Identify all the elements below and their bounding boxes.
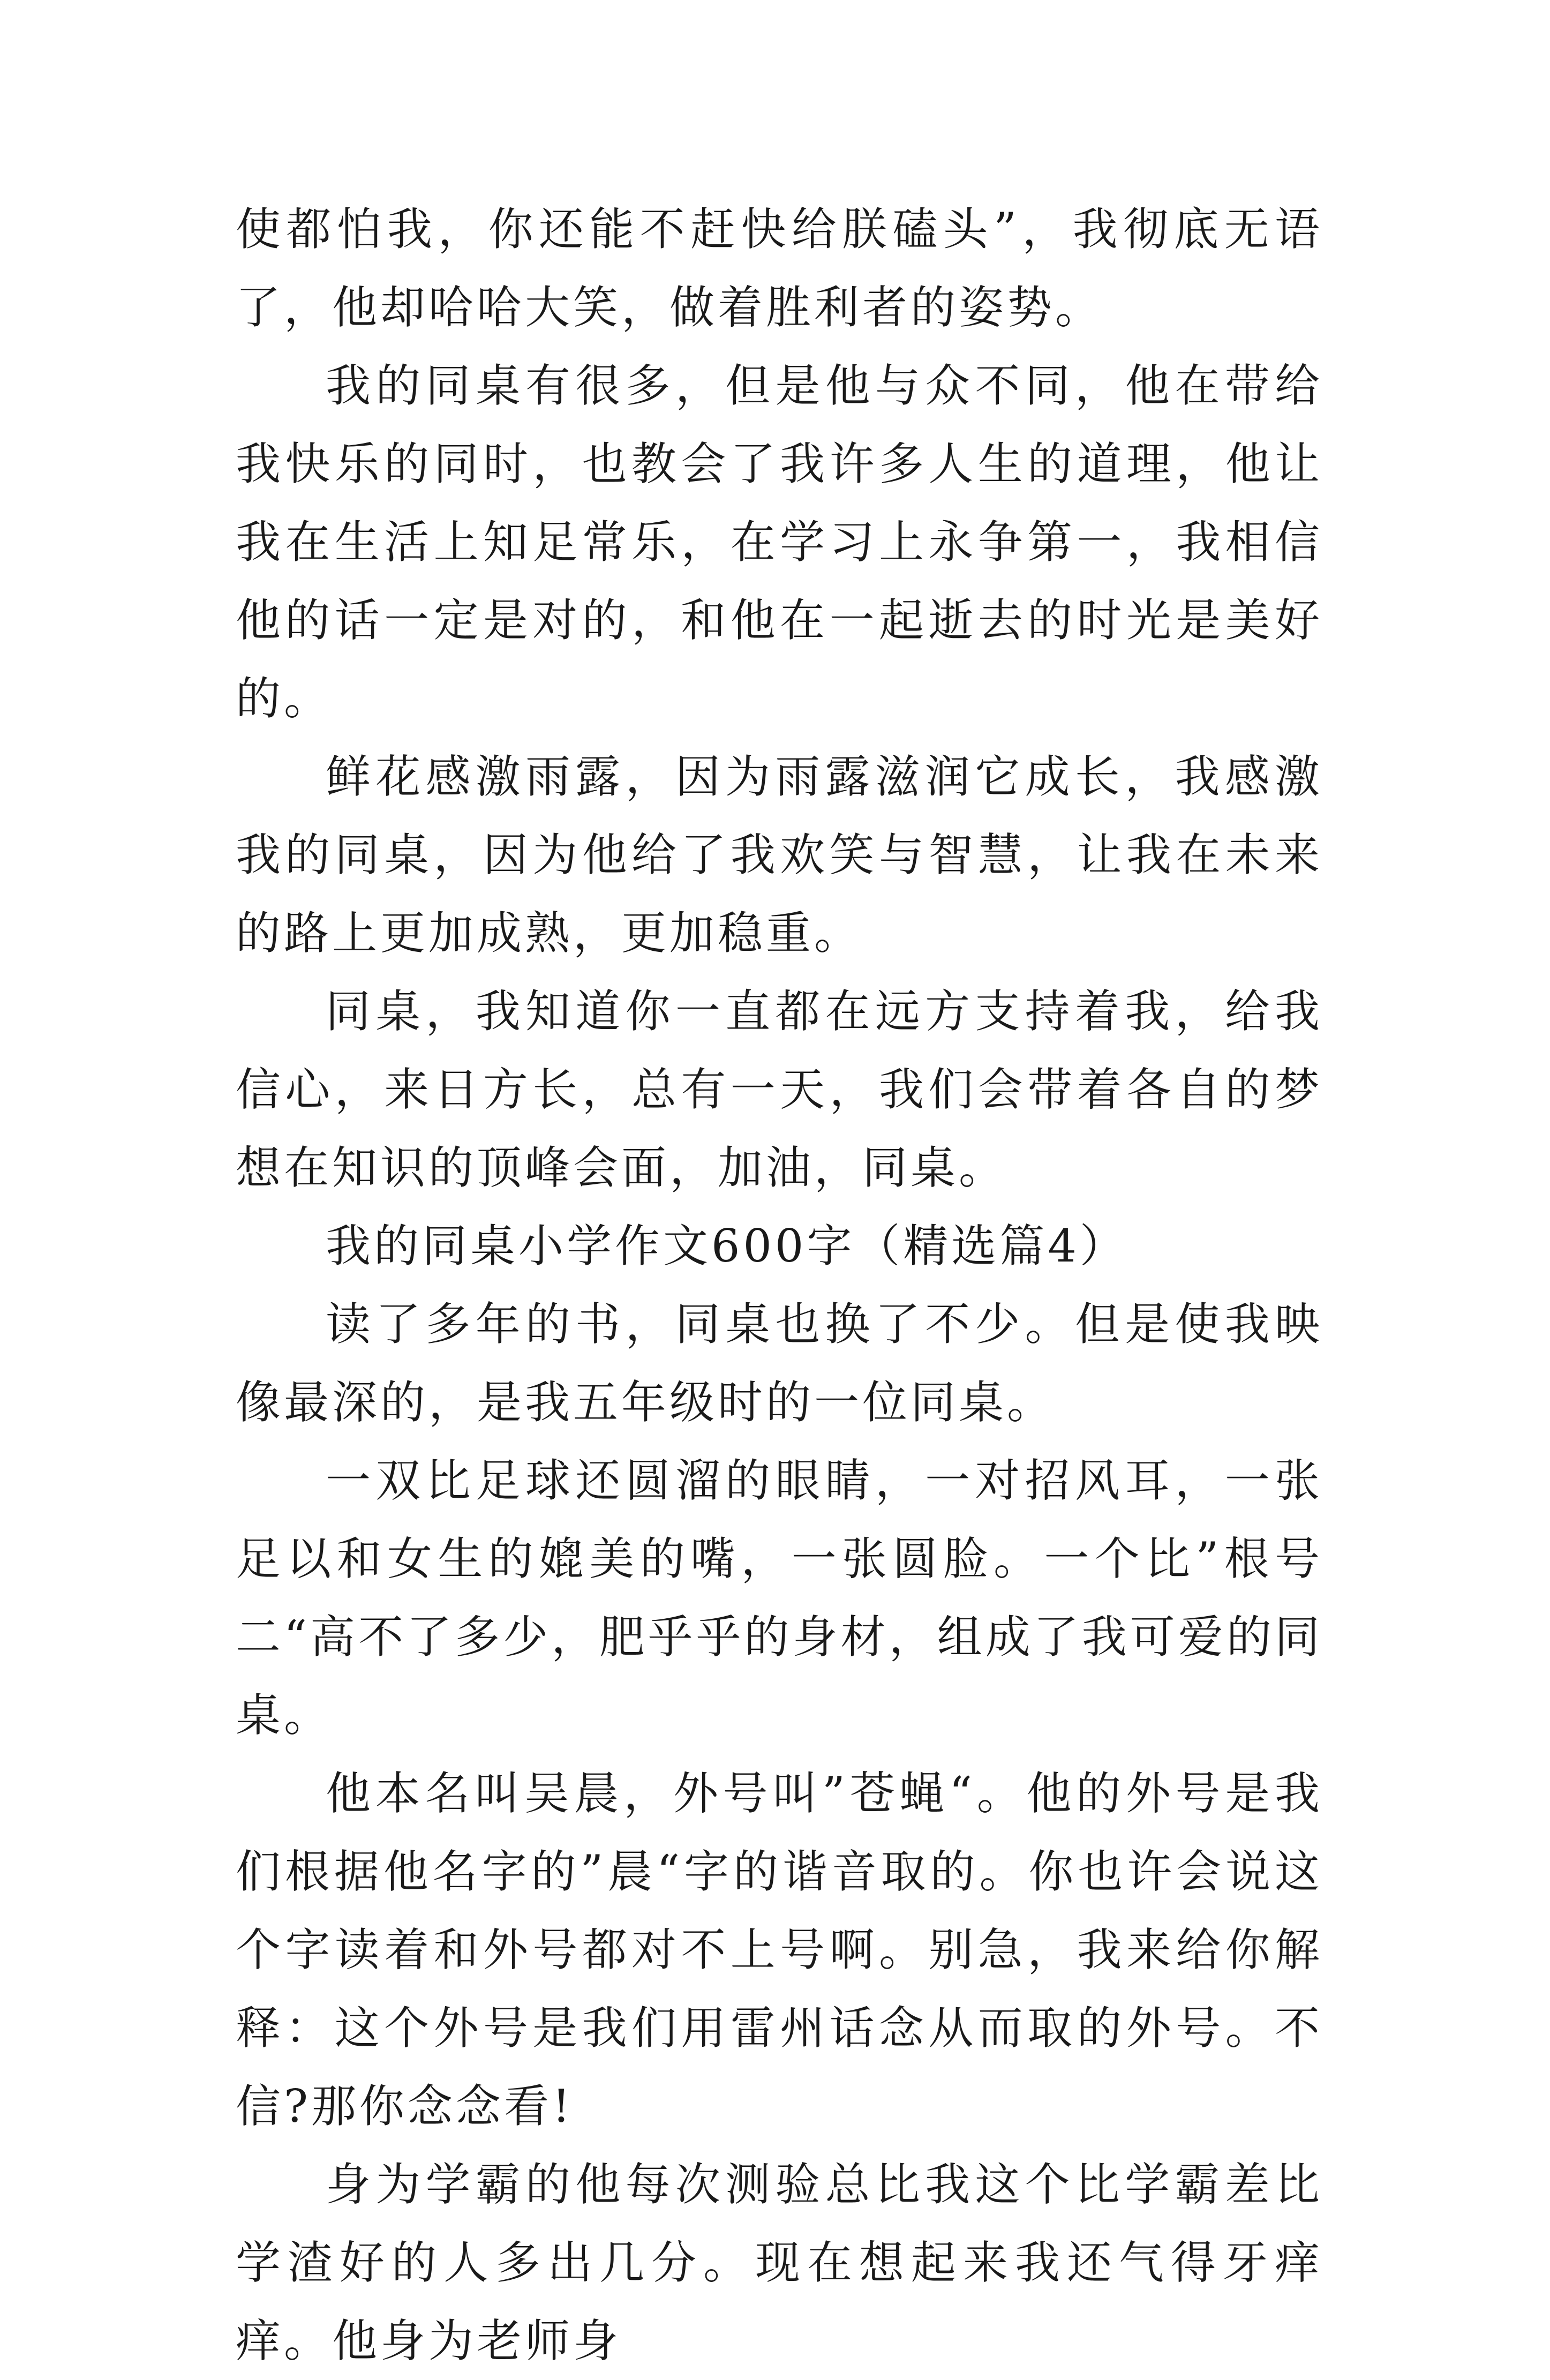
paragraph-6: 一双比足球还圆溜的眼睛，一对招风耳，一张足以和女生的媲美的嘴，一张圆脸。一个比”根号二“高不了多少，肥乎乎的身材，组成了我可爱的同桌。	[236, 1454, 1323, 1741]
paragraph-5: 读了多年的书，同桌也换了不少。但是使我映像最深的，是我五年级时的一位同桌。	[236, 1298, 1323, 1429]
paragraph-4: 同桌，我知道你一直都在远方支持着我，给我信心，来日方长，总有一天，我们会带着各自的梦想在知识的顶峰会面，加油，同桌。	[236, 985, 1323, 1194]
paragraph-1: 使都怕我，你还能不赶快给朕磕头”，我彻底无语了，他却哈哈大笑，做着胜利者的姿势。	[236, 203, 1323, 334]
section-heading: 我的同桌小学作文600字（精选篇4）	[326, 1220, 1128, 1272]
paragraph-2: 我的同桌有很多，但是他与众不同，他在带给我快乐的同时，也教会了我许多人生的道理，他让我在生活上知足常乐，在学习上永争第一，我相信他的话一定是对的，和他在一起逝去的时光是美好的。	[236, 359, 1323, 725]
document-body	[236, 190, 1323, 2380]
paragraph-7: 他本名叫吴晨，外号叫”苍蝇“。他的外号是我们根据他名字的”晨“字的谐音取的。你也许会说这个字读着和外号都对不上号啊。别急，我来给你解释：这个外号是我们用雷州话念从而取的外号。不信?那你念念看!	[236, 1767, 1323, 2133]
paragraph-3: 鲜花感激雨露，因为雨露滋润它成长，我感激我的同桌，因为他给了我欢笑与智慧，让我在未来的路上更加成熟，更加稳重。	[236, 750, 1323, 959]
paragraph-8: 身为学霸的他每次测验总比我这个比学霸差比学渣好的人多出几分。现在想起来我还气得牙痒痒。他身为老师身	[236, 2158, 1323, 2367]
